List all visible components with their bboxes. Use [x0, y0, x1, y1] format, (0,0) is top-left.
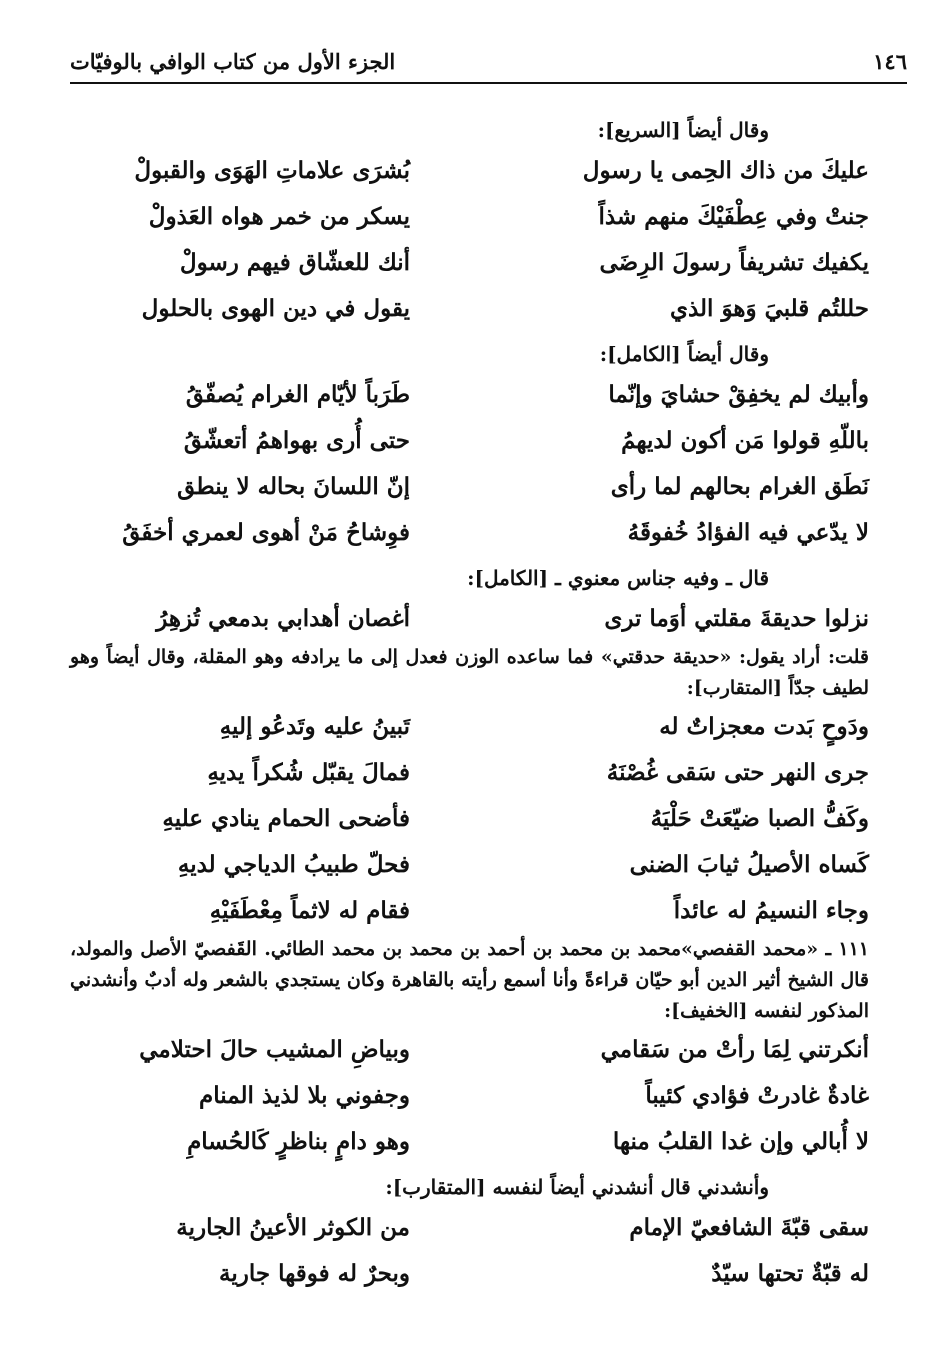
first-hemistich: حللتُم قلبيَ وَهوَ الذي: [669, 295, 869, 322]
poem-intro: قال ـ وفيه جناس معنوي ـ [الكامل]:: [467, 566, 769, 590]
biography-text: الأصل والمولد، قال الشيخ أثير الدين أبو حيّان قراءةً وأنا أسمع رأيته بالقاهرة وكان يستجدي بالشعر وله أدبٌ وأنشدني المذكور لنفسه [الخفيف]:: [70, 938, 869, 1022]
first-hemistich: جنتْ وفي عِطْفَيْكَ منهم شذاً: [598, 203, 869, 230]
second-hemistich: أنك للعشّاق فيهم رسولْ: [179, 249, 410, 276]
verse-line: [70, 1205, 869, 1251]
page-body: [70, 108, 869, 1297]
poem-intro: وقال أيضاً [الكامل]:: [599, 342, 769, 366]
verse-line: [70, 418, 869, 464]
first-hemistich: سقى قبّةَ الشافعيّ الإمام: [629, 1214, 869, 1241]
second-hemistich: فقام له لاثماً مِعْطَفَيْهِ: [209, 897, 410, 924]
page-header: [70, 40, 907, 84]
second-hemistich: وهو دامٍ بناظرٍ كَالحُسامِ: [187, 1128, 410, 1155]
verse-line: [70, 842, 869, 888]
verse-line: [70, 1119, 869, 1165]
poem-intro: وقال أيضاً [السريع]:: [597, 118, 769, 142]
verse-line: [70, 596, 869, 642]
verse-line: [70, 704, 869, 750]
first-hemistich: غادةٌ غادرتْ فؤادي كئيباً: [645, 1082, 869, 1109]
verse-line: [70, 286, 869, 332]
verse-line: [70, 1251, 869, 1297]
first-hemistich: باللّهِ قولوا مَن أكون لديهمُ: [621, 427, 869, 454]
verse-line: [70, 1073, 869, 1119]
first-hemistich: عليكَ من ذاك الحِمى يا رسول: [582, 157, 869, 184]
verse-line: [70, 510, 869, 556]
second-hemistich: فوِشاحُ مَنْ أهوى لعمري أخفَقُ: [122, 519, 410, 546]
poem-intro: وأنشدني قال أنشدني أيضاً لنفسه [المتقارب]:: [385, 1175, 769, 1199]
biography-heading: ١١١ ـ «محمد القفصي»محمد بن محمد بن أحمد بن محمد بن محمد الطائي. القَفصيّ: [194, 938, 869, 960]
second-hemistich: إنّ اللسانَ بحاله لا ينطق: [177, 473, 410, 500]
second-hemistich: بُشرَى علاماتِ الهَوَى والقبولْ: [134, 157, 410, 184]
verse-line: [70, 796, 869, 842]
first-hemistich: له قبّةٌ تحتها سيّدٌ: [711, 1260, 869, 1287]
verse-line: [70, 372, 869, 418]
second-hemistich: تَبينُ عليه وتَدعُو إليهِ: [219, 713, 410, 740]
verse-line: [70, 750, 869, 796]
verse-line: [70, 148, 869, 194]
verse-line: [70, 464, 869, 510]
second-hemistich: يسكر من خمر هواه العَذولْ: [148, 203, 410, 230]
page-number: ١٤٦: [873, 48, 907, 74]
first-hemistich: لا أُبالي وإن غدا القلبُ منها: [612, 1128, 869, 1155]
first-hemistich: نَطَق الغرام بحالهم لما رأى: [610, 473, 869, 500]
first-hemistich: ودَوحٍ بَدت معجزاتٌ له: [659, 713, 869, 740]
second-hemistich: وجفوني بلا لذيذ المنام: [199, 1082, 410, 1109]
biography-entry: [70, 934, 869, 1027]
second-hemistich: وبياضِ المشيب حالَ احتلامي: [139, 1036, 410, 1063]
first-hemistich: نزلوا حديقةَ مقلتي أوَما ترى: [604, 605, 869, 632]
first-hemistich: يكفيك تشريفاً رسولَ الرِضَى: [599, 249, 869, 276]
first-hemistich: لا يدّعي فيه الفؤادُ خُفوقَهُ: [627, 519, 869, 546]
running-title: الجزء الأول من كتاب الوافي بالوفيّات: [70, 48, 396, 74]
second-hemistich: حتى أُرى بهواهمُ أتعشّقُ: [183, 427, 410, 454]
verse-line: [70, 240, 869, 286]
first-hemistich: وأبيك لم يخفِقْ حشايَ وإنّما: [608, 381, 869, 408]
first-hemistich: وجاء النسيمُ له عائداً: [673, 897, 869, 924]
second-hemistich: يقول في دين الهوى بالحلول: [141, 295, 410, 322]
second-hemistich: أغصان أهدابي بدمعي تُزهِرُ: [156, 605, 410, 632]
first-hemistich: جرى النهر حتى سَقى غُصْنَهُ: [606, 759, 869, 786]
second-hemistich: فحلّ طبيبُ الدياجي لديهِ: [177, 851, 410, 878]
prose-paragraph: قلت: أراد يقول: «حديقة حدقتي» فما ساعده الوزن فعدل إلى ما يرادفه وهو المقلة، وقال أيضاً وهو لطيف جدّاً [المتقارب]:: [70, 646, 869, 699]
first-hemistich: وكَفُّ الصبا ضيّعَتْ حَلْيَهُ: [650, 805, 869, 832]
first-hemistich: كَساه الأصيلُ ثيابَ الضنى: [629, 851, 869, 878]
verse-line: [70, 888, 869, 934]
verse-line: [70, 194, 869, 240]
first-hemistich: أنكرتني لِمَا رأتْ من سَقامي: [600, 1036, 869, 1063]
verse-line: [70, 1027, 869, 1073]
second-hemistich: وبحرٌ له فوقها جارية: [219, 1260, 410, 1287]
second-hemistich: طَرَباً لأيّام الغرام يُصفّقُ: [185, 381, 410, 408]
second-hemistich: فمالَ يقبّل شُكراً يديهِ: [207, 759, 410, 786]
second-hemistich: فأضحى الحمام ينادي عليهِ: [162, 805, 410, 832]
second-hemistich: من الكوثر الأعينُ الجارية: [176, 1214, 410, 1241]
